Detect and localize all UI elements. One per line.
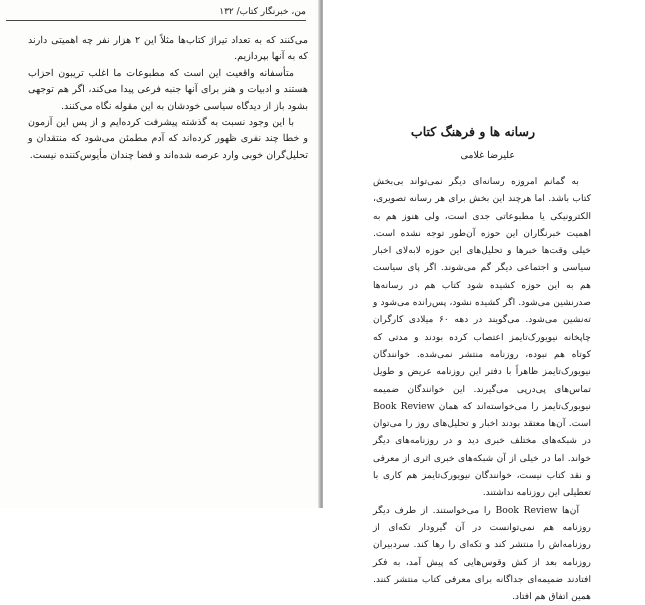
left-paragraph-3: با این وجود نسبت به گذشته پیشرفت کرده‌ایم و از پس این آزمون و خطا چند نفری ظهور کرده‌اند که آدم مطمئن می‌شود که منتقدان و تحلیل‌گران خوبی وارد عرصه شده‌اند و فضا چندان مأیوس‌کننده نیست. (28, 117, 308, 161)
article-title: رسانه ها و فرهنگ کتاب (410, 124, 535, 139)
right-paragraph-2: آن‌ها Book Review را می‌خواستند. از طرف دیگر روزنامه هم نمی‌توانست در آن گیرودار تکه‌ای از روزنامه‌اش را منتشر کند و تکه‌ای را رها کند. سردبیران روزنامه بعد از کش وقوس‌هایی که پیش آمد، به فکر افتادند ضمیمه‌ای جداگانه برای معرفی کتاب منتشر کنند. همین اتفاق هم افتاد. (373, 504, 591, 603)
article-author: علیرضا غلامی (460, 150, 515, 161)
running-head: من، خبرنگار کتاب/ ۱۳۲ (6, 7, 306, 21)
left-page (0, 0, 320, 508)
left-paragraph-1: می‌کنند که به تعداد تیراژ کتاب‌ها مثلاً این ۲ هزار نفر چه اهمیتی دارند که به آنها بپردازیم. (28, 35, 308, 63)
right-page-body (373, 173, 591, 605)
right-paragraph-1: به گمانم امروزه رسانه‌ای دیگر نمی‌تواند بی‌بخش کتاب باشد. اما هرچند این بخش برای هر رسانه تصویری، الکترونیکی یا مطبوعاتی جدی است، ولی هنوز هم به اهمیت خبرنگاران این حوزه آن‌طور توجه نشده است. خیلی وقت‌ها خبرها و تحلیل‌های این حوزه لابه‌لای اخبار سیاسی و اجتماعی دیگر گم می‌شوند. اگر پای سیاست هم به این حوزه کشیده شود کتاب هم در رسانه‌ها صدرنشین می‌شود. اگر کشیده نشود، پس‌رانده می‌شود و ته‌نشین می‌شود. می‌گویند در دهه ۶۰ میلادی کارگران چاپخانه نیویورک‌تایمز اعتصاب کرده بودند و مدتی که کوتاه هم نبوده، روزنامه منتشر نمی‌شده. خوانندگان نیویورک‌تایمز ظاهراً با دفتر این روزنامه عریض و طویل تماس‌های پی‌درپی می‌گیرند. این خوانندگان ضمیمه نیویورک‌تایمز را می‌خواسته‌اند که همان Book Review است. آن‌ها معتقد بودند اخبار و تحلیل‌های روز را می‌توان در شبکه‌های مختلف خبری دید و در روزنامه‌های دیگر خواند. اما در خیلی از آن شبکه‌های خبری اثری از معرفی و نقد کتاب نیست، خوانندگان نیویورک‌تایمز هم کاری با تعطیلی این روزنامه نداشتند. (373, 176, 591, 499)
left-paragraph-2: متأسفانه واقعیت این است که مطبوعات ما اغلب تریبون احزاب هستند و ادبیات و هنر برای آنها جنبه فرعی پیدا می‌کند، اگر هم توجهی بشود باز از دیدگاه سیاسی خودشان به این مقوله نگاه می‌کنند. (28, 67, 308, 112)
right-page (323, 0, 645, 603)
left-page-body (28, 33, 308, 164)
